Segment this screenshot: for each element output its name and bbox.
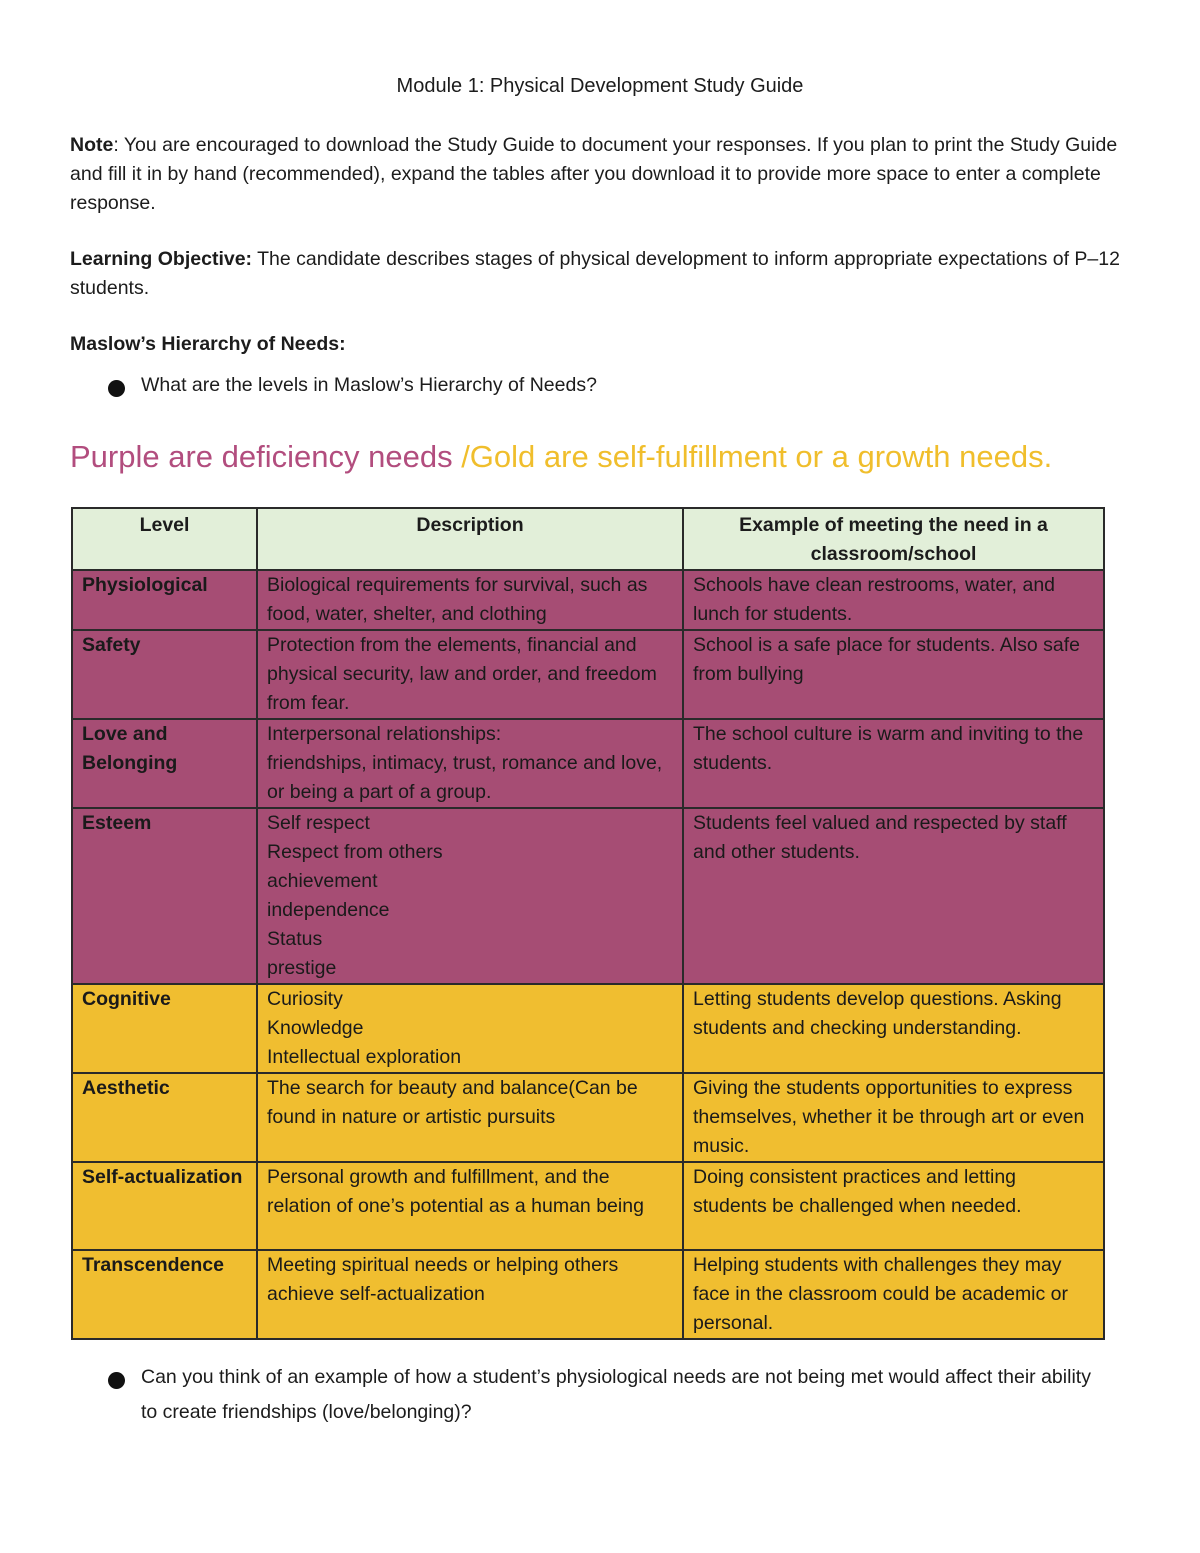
- color-legend: [70, 437, 1052, 477]
- description-cell: [257, 808, 683, 984]
- header-example: Example of meeting the need in a classroom/school: [683, 508, 1104, 570]
- learning-objective-label: Learning Objective:: [70, 248, 253, 270]
- description-line: Intellectual exploration: [267, 1046, 462, 1068]
- table-row: [72, 570, 1104, 630]
- description-line: Self respect: [267, 812, 370, 834]
- table-row: [72, 1073, 1104, 1162]
- description-cell: Personal growth and fulfillment, and the relation of one’s potential as a human being: [257, 1162, 683, 1250]
- bullet-dot-icon: [108, 1372, 125, 1389]
- description-cell: Meeting spiritual needs or helping others achieve self-actualization: [257, 1250, 683, 1339]
- description-line: Status: [267, 928, 323, 950]
- note-text: : You are encouraged to download the Study Guide to document your responses. If you plan to print the Study Guide and fill it in by hand (recommended), expand the tables after you download it to provide more space to enter a complete response.: [70, 134, 1118, 214]
- level-cell: Esteem: [72, 808, 257, 984]
- example-cell: Helping students with challenges they may face in the classroom could be academic or personal.: [683, 1250, 1104, 1339]
- description-cell: [257, 719, 683, 808]
- example-cell: Students feel valued and respected by staff and other students.: [683, 808, 1104, 984]
- table-row: [72, 984, 1104, 1073]
- question-1-text: What are the levels in Maslow’s Hierarchy of Needs?: [141, 374, 597, 396]
- description-cell: Protection from the elements, financial and physical security, law and order, and freedom from fear.: [257, 630, 683, 719]
- example-cell: Giving the students opportunities to express themselves, whether it be through art or even music.: [683, 1073, 1104, 1162]
- description-line: Curiosity: [267, 988, 343, 1010]
- table-header-row: [72, 508, 1104, 570]
- learning-objective-text: The candidate describes stages of physical development to inform appropriate expectations of P–12 students.: [70, 248, 1120, 299]
- example-cell: Doing consistent practices and letting students be challenged when needed.: [683, 1162, 1104, 1250]
- level-cell: Cognitive: [72, 984, 257, 1073]
- description-cell: The search for beauty and balance(Can be found in nature or artistic pursuits: [257, 1073, 683, 1162]
- description-line: independence: [267, 899, 390, 921]
- note-label: Note: [70, 134, 114, 156]
- example-cell: The school culture is warm and inviting to the students.: [683, 719, 1104, 808]
- description-line: Respect from others: [267, 841, 443, 863]
- table-row: [72, 808, 1104, 984]
- legend-purple-text: Purple are deficiency needs: [70, 439, 462, 474]
- description-line: achievement: [267, 870, 378, 892]
- table-row: [72, 1162, 1104, 1250]
- description-cell: Biological requirements for survival, such as food, water, shelter, and clothing: [257, 570, 683, 630]
- table-row: [72, 719, 1104, 808]
- header-level: Level: [72, 508, 257, 570]
- description-line: Knowledge: [267, 1017, 364, 1039]
- maslow-needs-table: [71, 507, 1105, 1340]
- legend-gold-text: /Gold are self-fulfillment or a growth needs.: [461, 439, 1053, 474]
- page-title: Module 1: Physical Development Study Guide: [396, 75, 804, 97]
- description-line: friendships, intimacy, trust, romance and love, or being a part of a group.: [267, 752, 663, 803]
- question-2-bullet: [108, 1360, 1108, 1430]
- description-line: prestige: [267, 957, 337, 979]
- level-cell: Aesthetic: [72, 1073, 257, 1162]
- level-cell: Love and Belonging: [72, 719, 257, 808]
- note-paragraph: [70, 131, 1130, 218]
- level-cell: Safety: [72, 630, 257, 719]
- maslow-heading: Maslow’s Hierarchy of Needs:: [70, 333, 346, 355]
- question-2-text: Can you think of an example of how a student’s physiological needs are not being met would affect their ability to create friendships (love/belonging)?: [141, 1366, 1091, 1423]
- description-line: Interpersonal relationships:: [267, 723, 502, 745]
- example-cell: Letting students develop questions. Asking students and checking understanding.: [683, 984, 1104, 1073]
- example-cell: Schools have clean restrooms, water, and lunch for students.: [683, 570, 1104, 630]
- question-1-bullet: [108, 368, 1108, 403]
- level-cell: Self-actualization: [72, 1162, 257, 1250]
- description-cell: [257, 984, 683, 1073]
- table-row: [72, 1250, 1104, 1339]
- learning-objective-paragraph: [70, 245, 1130, 303]
- level-cell: Physiological: [72, 570, 257, 630]
- level-cell: Transcendence: [72, 1250, 257, 1339]
- header-description: Description: [257, 508, 683, 570]
- table-row: [72, 630, 1104, 719]
- bullet-dot-icon: [108, 380, 125, 397]
- example-cell: School is a safe place for students. Also safe from bullying: [683, 630, 1104, 719]
